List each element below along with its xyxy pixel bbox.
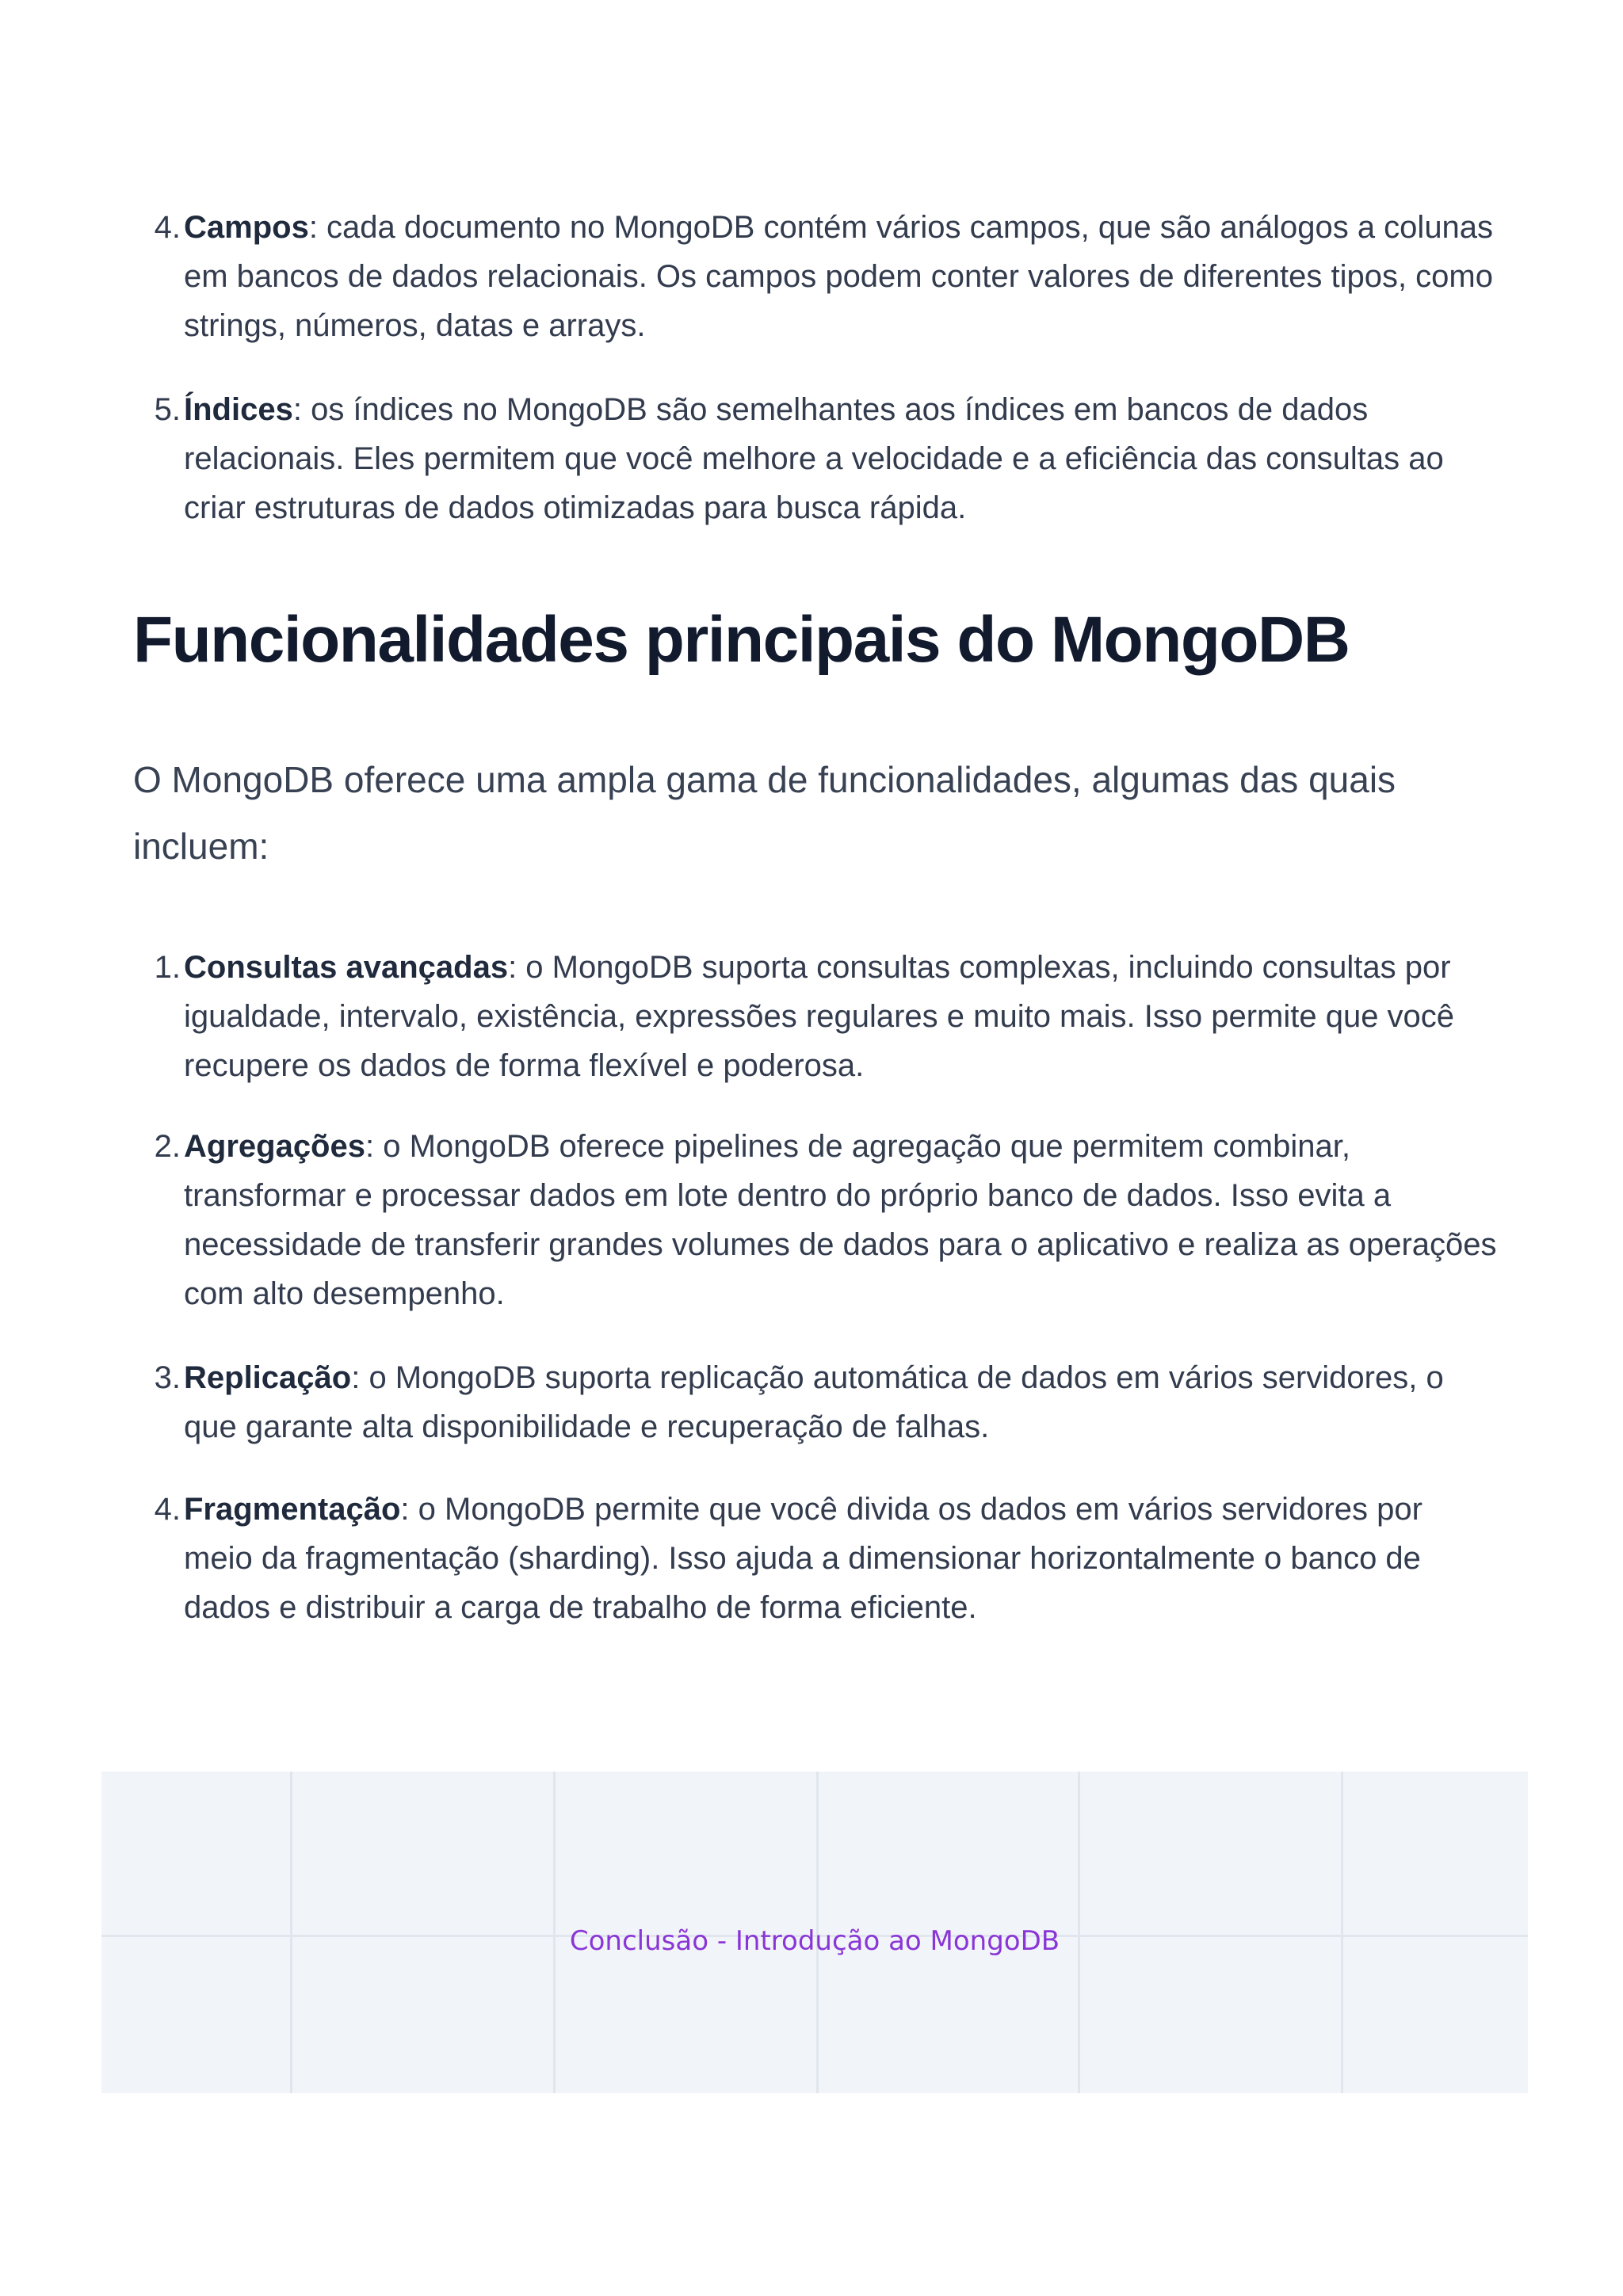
list-number: 1. <box>154 950 181 985</box>
list-item-campos <box>135 203 1498 350</box>
list-number: 3. <box>154 1360 181 1395</box>
list-number: 5. <box>154 392 181 427</box>
section-heading: Funcionalidades principais do MongoDB <box>133 604 1350 676</box>
list-term: Agregações <box>184 1129 365 1164</box>
list-number: 4. <box>154 210 181 245</box>
list-term: Índices <box>184 392 293 427</box>
list-term: Campos <box>184 210 309 245</box>
next-chapter-link[interactable]: Conclusão - Introdução ao MongoDB <box>569 1925 1060 1957</box>
list-text: : o MongoDB permite que você divida os dados em vários servidores por meio da fragmentação (sharding). Isso ajuda a dimensionar horizontalmente o banco de dados e distribuir a carga de trabalho de forma eficiente. <box>184 1492 1423 1625</box>
next-page-card[interactable] <box>101 1772 1528 2093</box>
list-text: : cada documento no MongoDB contém vários campos, que são análogos a colunas em bancos de dados relacionais. Os campos podem conter valores de diferentes tipos, como strings, números, datas e arrays. <box>184 210 1494 343</box>
list-term: Replicação <box>184 1360 352 1395</box>
list-item-fragmentacao <box>135 1485 1498 1632</box>
list-text: : o MongoDB oferece pipelines de agregação que permitem combinar, transformar e processar dados em lote dentro do próprio banco de dados. Isso evita a necessidade de transferir grandes volumes de dados para o aplicativo e realiza as operações com alto desempenho. <box>184 1129 1497 1311</box>
list-number: 4. <box>154 1492 181 1527</box>
list-term: Fragmentação <box>184 1492 401 1527</box>
section-intro: O MongoDB oferece uma ampla gama de funcionalidades, algumas das quais incluem: <box>133 759 1396 867</box>
list-item-replicacao <box>135 1353 1498 1451</box>
list-text: : o MongoDB suporta consultas complexas, incluindo consultas por igualdade, intervalo, existência, expressões regulares e muito mais. Isso permite que você recupere os dados de forma flexível e poderosa. <box>184 950 1455 1083</box>
list-term: Consultas avançadas <box>184 950 509 985</box>
list-item-agregacoes <box>135 1122 1498 1318</box>
list-item-indices <box>135 385 1498 532</box>
list-number: 2. <box>154 1129 181 1164</box>
list-text: : os índices no MongoDB são semelhantes aos índices em bancos de dados relacionais. Eles permitem que você melhore a velocidade e a eficiência das consultas ao criar estruturas de dados otimizadas para busca rápida. <box>184 392 1444 525</box>
list-item-consultas <box>135 943 1498 1090</box>
list-text: : o MongoDB suporta replicação automática de dados em vários servidores, o que garante alta disponibilidade e recuperação de falhas. <box>184 1360 1444 1444</box>
